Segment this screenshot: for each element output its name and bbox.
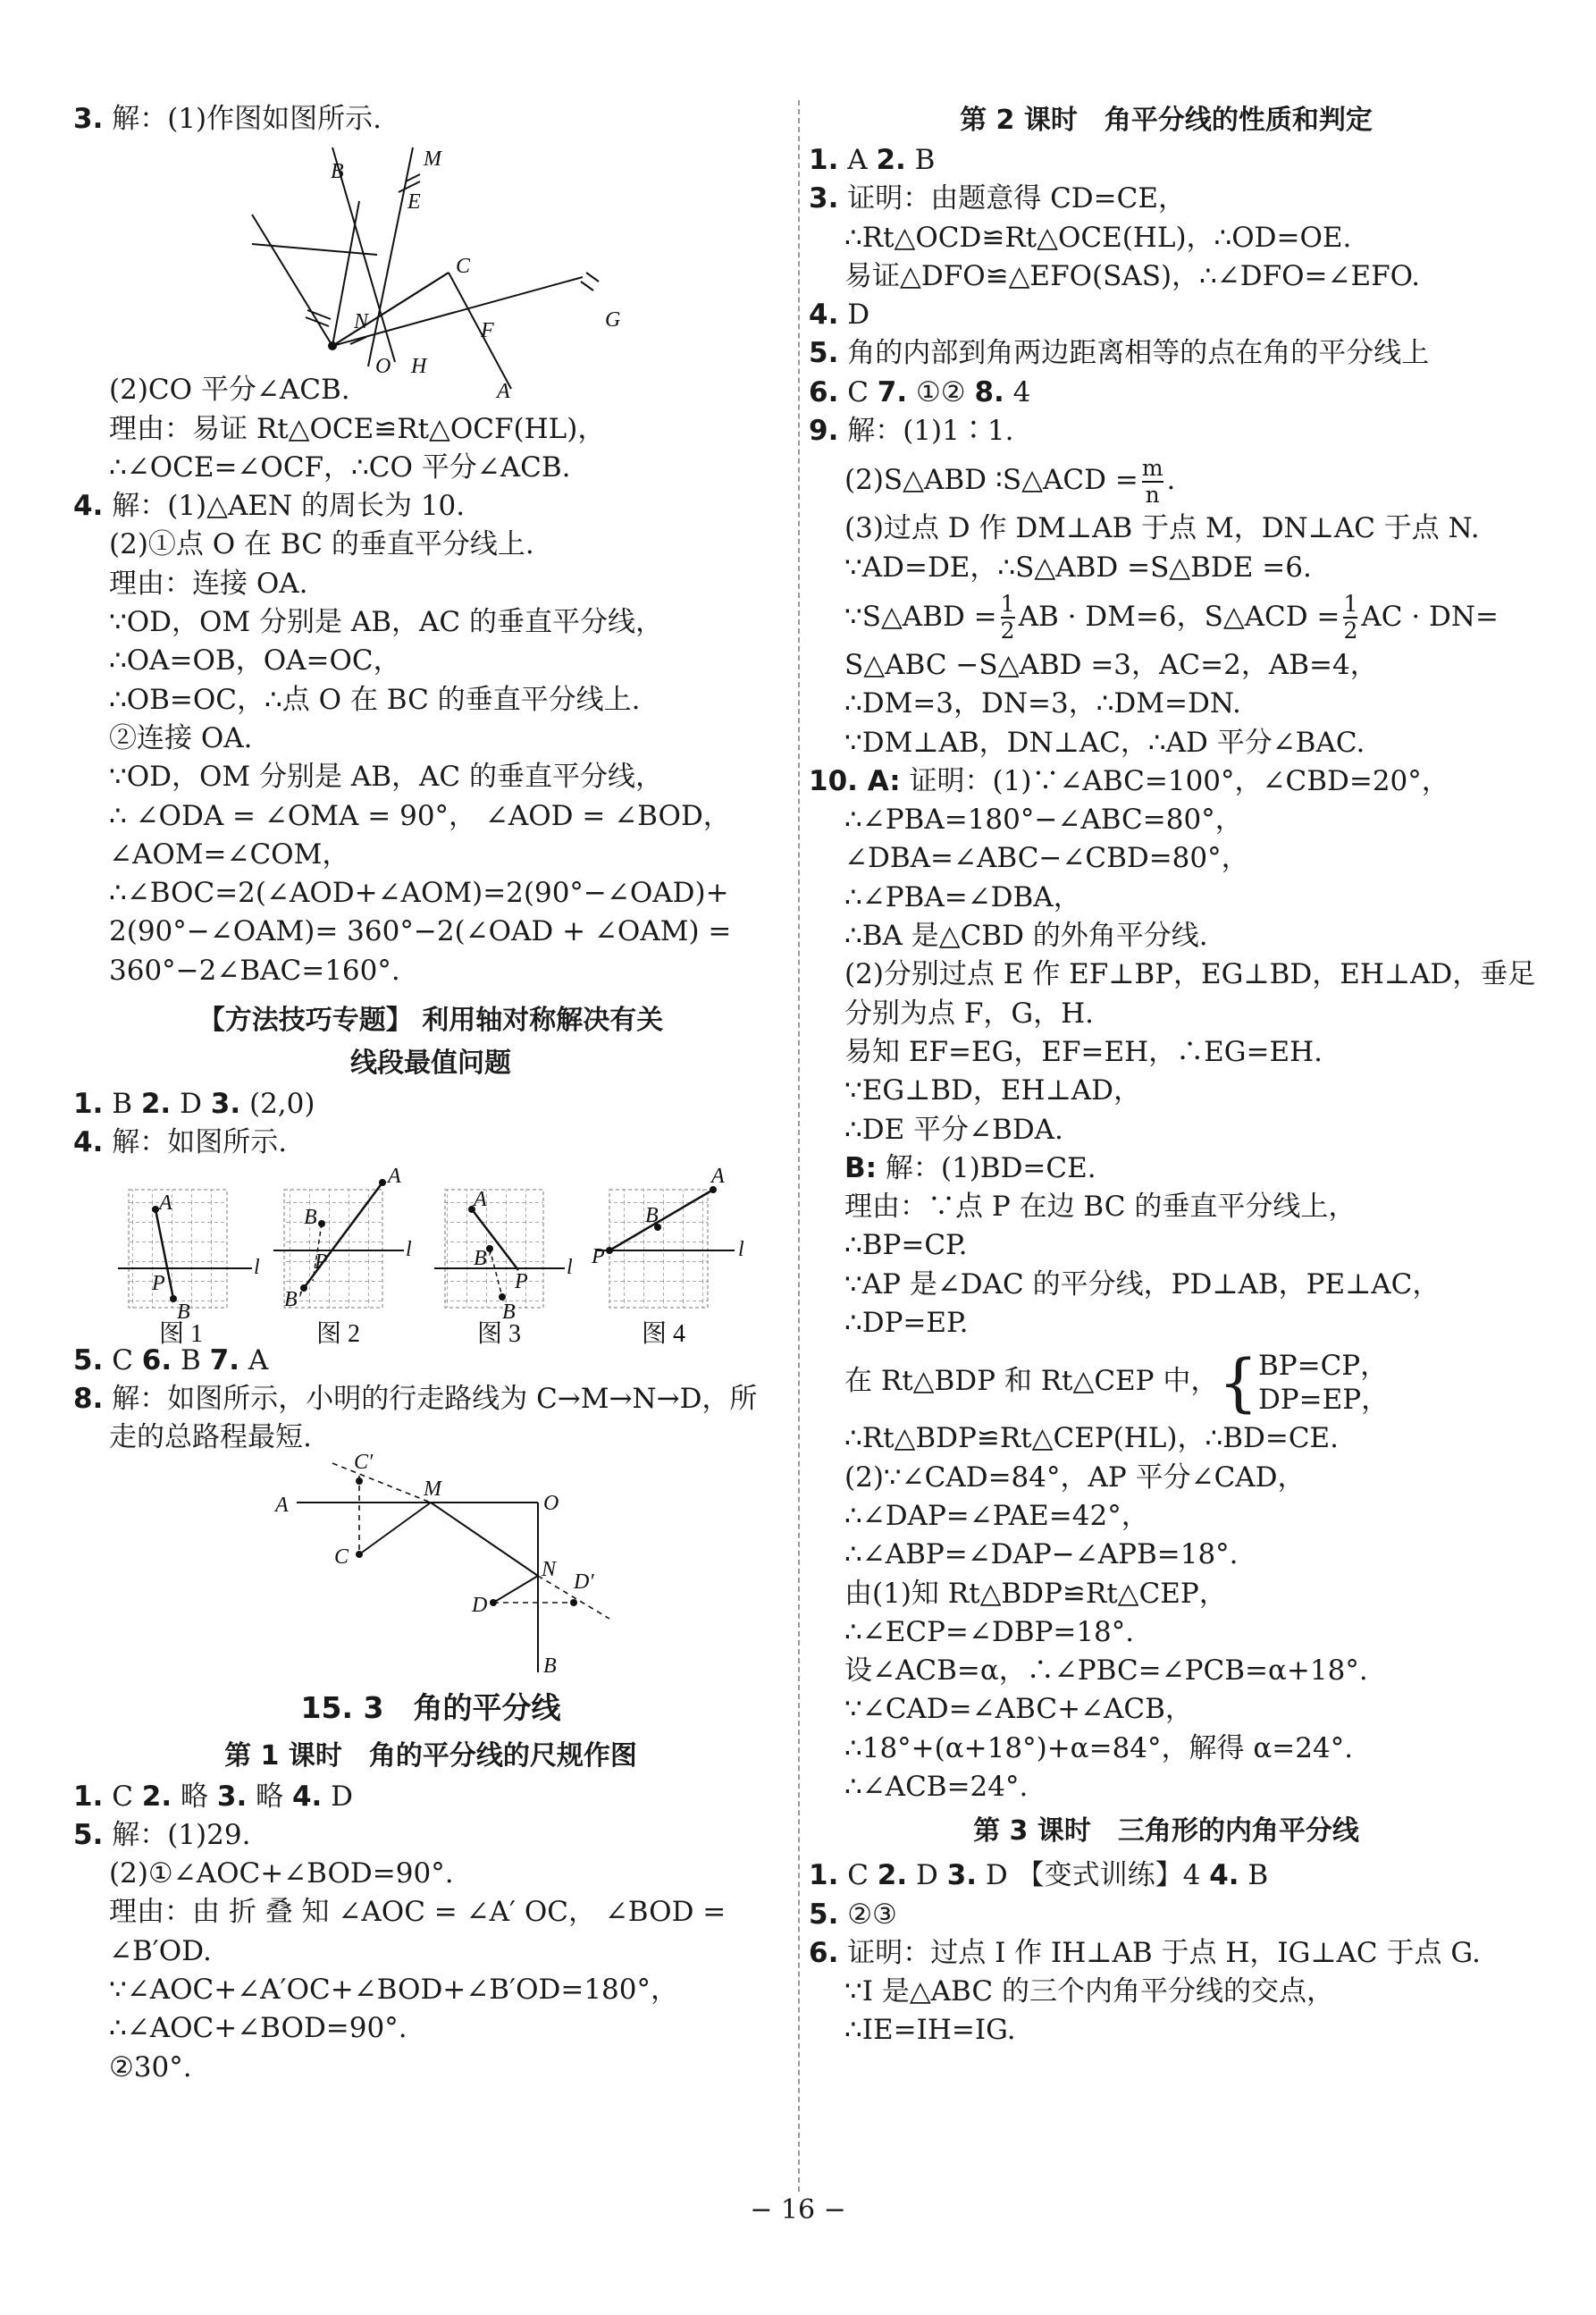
- text-line: ∴∠ABP=∠DAP−∠APB=18°.: [844, 1538, 1239, 1571]
- text-line: ∴DP=EP.: [844, 1307, 969, 1340]
- part-b: B: 解：(1)BD=CE.: [844, 1151, 1096, 1184]
- text-line: ∠B′OD.: [109, 1934, 212, 1967]
- answer-10: 10. A: 证明：(1)∵∠ABC=100°，∠CBD=20°，: [809, 764, 1449, 797]
- figure-caption: 图 4: [642, 1319, 686, 1348]
- answer-3: 3. 证明：由题意得 CD=CE，: [809, 182, 1186, 215]
- text-line: 易证△DFO≌△EFO(SAS)，∴∠DFO=∠EFO.: [844, 259, 1421, 292]
- text-line: ∴OB=OC，∴点 O 在 BC 的垂直平分线上.: [109, 683, 641, 716]
- answer-8: 8. 解：如图所示，小明的行走路线为 C→M→N→D，所: [73, 1382, 758, 1415]
- grid-label: B′: [284, 1287, 302, 1311]
- fraction: $\frac{m}{n}$: [1141, 454, 1163, 508]
- text-line: ②30°.: [109, 2050, 192, 2084]
- text-line: ∴∠ACB=24°.: [844, 1770, 1029, 1803]
- grid-label: l: [406, 1237, 412, 1261]
- fraction: $\frac{1}{2}$: [1000, 591, 1015, 644]
- text-line: ∴∠DAP=∠PAE=42°，: [844, 1499, 1149, 1532]
- grid-label: A: [474, 1187, 487, 1211]
- text-line: 2(90°−∠OAM)= 360°−2(∠OAD + ∠OAM) =: [109, 915, 732, 948]
- text-line: 理由：连接 OA.: [109, 567, 308, 600]
- text-line: (2)①点 O 在 BC 的垂直平分线上.: [109, 528, 534, 561]
- special-topic-subtitle: 线段最值问题: [350, 1048, 511, 1080]
- fig-label: A: [497, 380, 510, 404]
- text-line: 由(1)知 Rt△BDP≌Rt△CEP，: [844, 1577, 1227, 1610]
- area-line: ∵S△ABD = $\frac{1}{2}$ AB · DM=6，S△ACD = $\frac{1}{2}$ AC · DN=: [844, 591, 1499, 644]
- text-line: ∵OD，OM 分别是 AB，AC 的垂直平分线，: [109, 606, 663, 639]
- answers-1-4: 1. C 2. 略 3. 略 4. D: [73, 1780, 354, 1813]
- fig-label: N: [354, 310, 369, 334]
- fig-label: C: [334, 1545, 349, 1569]
- left-column: [73, 100, 788, 2087]
- text-line: ∵∠CAD=∠ABC+∠ACB，: [844, 1693, 1193, 1726]
- equation-system-line: 在 Rt△BDP 和 Rt△CEP 中，{ BP=CP， DP=EP，: [844, 1345, 1390, 1419]
- text-line: ∴BA 是△CBD 的外角平分线.: [844, 920, 1208, 953]
- text-line: 易知 EF=EG，EF=EH，∴EG=EH.: [844, 1035, 1323, 1068]
- grid-label: l: [738, 1237, 744, 1261]
- text-line: ∴∠ECP=∠DBP=18°.: [844, 1615, 1135, 1648]
- grid-label: B: [177, 1300, 190, 1324]
- fig-label: A: [275, 1493, 289, 1517]
- figure-shortest-path: [73, 1450, 788, 1681]
- fig-label: M: [424, 147, 441, 172]
- text-line: ∴OA=OB，OA=OC，: [109, 644, 401, 678]
- fig-label: C′: [354, 1450, 374, 1474]
- grid-label: A: [159, 1191, 172, 1215]
- text-line: (2)∵∠CAD=84°，AP 平分∠CAD，: [844, 1461, 1306, 1494]
- fig-label: O: [543, 1491, 559, 1515]
- text-line: ∴Rt△BDP≌Rt△CEP(HL)，∴BD=CE.: [844, 1422, 1340, 1455]
- figure-caption: 图 2: [316, 1319, 361, 1348]
- text-line: 走的总路程最短.: [109, 1421, 312, 1454]
- text-line: (2)CO 平分∠ACB.: [109, 374, 350, 407]
- grid-label: B: [502, 1300, 516, 1324]
- text-line: ∴18°+(α+18°)+α=84°，解得 α=24°.: [844, 1731, 1354, 1764]
- text-line: ∴BP=CP.: [844, 1229, 968, 1262]
- lesson-title: 第 3 课时 三角形的内角平分线: [973, 1815, 1359, 1848]
- text-line: (2)①∠AOC+∠BOD=90°.: [109, 1857, 454, 1890]
- lesson-title: 第 1 课时 角的平分线的尺规作图: [224, 1739, 637, 1772]
- text-line: ∵∠AOC+∠A′OC+∠BOD+∠B′OD=180°，: [109, 1974, 678, 2007]
- text-line: (3)过点 D 作 DM⊥AB 于点 M，DN⊥AC 于点 N.: [844, 512, 1480, 545]
- answers-6-8: 6. C 7. ①② 8. 4: [809, 375, 1031, 408]
- grid-label: l: [567, 1255, 573, 1279]
- fig-label: D: [472, 1593, 488, 1617]
- grid-label: P: [515, 1269, 528, 1293]
- text-line: ∠AOM=∠COM，: [109, 838, 350, 871]
- text-line: ②连接 OA.: [109, 721, 253, 754]
- figure-grid-set: [73, 1163, 788, 1348]
- text-line: ∴DE 平分∠BDA.: [844, 1113, 1063, 1146]
- text-line: ∴∠OCE=∠OCF，∴CO 平分∠ACB.: [109, 450, 571, 484]
- text-line: ∴DM=3，DN=3，∴DM=DN.: [844, 687, 1241, 720]
- answer-3: 3. 解：(1)作图如图所示.: [73, 103, 382, 135]
- answers-1-3: 1. B 2. D 3. (2,0): [73, 1088, 315, 1121]
- text-line: 理由：∵点 P 在边 BC 的垂直平分线上，: [844, 1191, 1357, 1224]
- grid-label: A: [388, 1164, 401, 1188]
- text-line: (2)分别过点 E 作 EF⊥BP，EG⊥BD，EH⊥AD，垂足: [844, 958, 1536, 991]
- grid-label: B: [645, 1203, 659, 1227]
- fig-label: E: [407, 190, 421, 215]
- text-line: ∴IE=IH=IG.: [844, 2014, 1016, 2047]
- text-line: S△ABC −S△ABD =3，AC=2，AB=4，: [844, 648, 1378, 681]
- column-divider: [798, 100, 800, 2192]
- fig-label: F: [481, 319, 494, 343]
- page-number: − 16 −: [750, 2194, 846, 2226]
- grid-label: P: [592, 1244, 605, 1268]
- figure-caption: 图 1: [159, 1319, 204, 1348]
- text-line: ∵AP 是∠DAC 的平分线，PD⊥AB，PE⊥AC，: [844, 1267, 1441, 1301]
- fig-label: D′: [574, 1570, 594, 1594]
- answers-5-7: 5. C 6. B 7. A: [73, 1343, 269, 1376]
- grid-label: P: [315, 1250, 328, 1274]
- text-line: ∴Rt△OCD≌Rt△OCE(HL)，∴OD=OE.: [844, 221, 1352, 254]
- fig-label: M: [424, 1477, 441, 1501]
- text-line: ∴∠AOC+∠BOD=90°.: [109, 2012, 407, 2045]
- equation-system: BP=CP， DP=EP，: [1257, 1349, 1390, 1416]
- lesson-title: 第 2 课时 角平分线的性质和判定: [960, 105, 1373, 136]
- text-line: ∠DBA=∠ABC−∠CBD=80°，: [844, 842, 1249, 875]
- fig-label: C: [456, 255, 471, 279]
- text-line: ∴ ∠ODA = ∠OMA = 90°， ∠AOD = ∠BOD，: [109, 799, 731, 832]
- fraction: $\frac{1}{2}$: [1343, 591, 1358, 644]
- section-heading: 15. 3 角的平分线: [300, 1689, 561, 1725]
- brace-icon: {: [1218, 1345, 1258, 1419]
- answer-6: 6. 证明：过点 I 作 IH⊥AB 于点 H，IG⊥AC 于点 G.: [809, 1936, 1481, 1969]
- text-line: 360°−2∠BAC=160°.: [109, 954, 400, 987]
- text-line: ∵DM⊥AB，DN⊥AC，∴AD 平分∠BAC.: [844, 726, 1365, 759]
- grid-label: A: [711, 1164, 725, 1188]
- text-line: ∵I 是△ABC 的三个内角平分线的交点，: [844, 1975, 1334, 2008]
- text-line: ∵AD=DE，∴S△ABD =S△BDE =6.: [844, 551, 1312, 584]
- fig-label: H: [411, 355, 427, 379]
- answer-4: 4. 解：(1)△AEN 的周长为 10.: [73, 490, 466, 523]
- grid-label: B′: [474, 1246, 491, 1270]
- fig-label: O: [375, 355, 391, 379]
- special-topic-title: 【方法技巧专题】 利用轴对称解决有关: [197, 1005, 664, 1037]
- text-line: ∴∠PBA=180°−∠ABC=80°，: [844, 804, 1243, 837]
- answer-4b: 4. 解：如图所示.: [73, 1126, 288, 1159]
- text-line: ∵EG⊥BD，EH⊥AD，: [844, 1074, 1141, 1107]
- text-line: 分别为点 F，G，H.: [844, 997, 1095, 1030]
- answer-4: 4. D: [809, 299, 870, 332]
- answers-1-4: 1. C 2. D 3. D 【变式训练】4 4. B: [809, 1859, 1269, 1892]
- answer-9: 9. 解：(1)1∶1.: [809, 415, 1014, 448]
- text-line: 理由：由 折 叠 知 ∠AOC = ∠A′ OC， ∠BOD =: [109, 1896, 727, 1929]
- text-line: 设∠ACB=α，∴∠PBC=∠PCB=α+18°.: [844, 1654, 1368, 1688]
- grid-label: P: [152, 1271, 165, 1295]
- answer-5b: 5. ②③: [809, 1898, 897, 1931]
- answer-5: 5. 角的内部到角两边距离相等的点在角的平分线上: [809, 337, 1430, 370]
- grid-label: B: [304, 1205, 317, 1229]
- fig-label: B: [543, 1654, 557, 1678]
- text-line: ∴∠BOC=2(∠AOD+∠AOM)=2(90°−∠OAD)+: [109, 877, 729, 910]
- text-line: ∴∠PBA=∠DBA，: [844, 880, 1081, 913]
- text-line: ∵OD，OM 分别是 AB，AC 的垂直平分线，: [109, 761, 663, 794]
- text-line: 理由：易证 Rt△OCE≌Rt△OCF(HL)，: [109, 412, 606, 445]
- grid-label: l: [254, 1255, 260, 1279]
- right-column: [809, 100, 1536, 2050]
- fig-label: G: [605, 308, 621, 333]
- answers-1-2: 1. A 2. B: [809, 144, 936, 176]
- fig-label: N: [542, 1557, 557, 1581]
- fig-label: B: [331, 160, 344, 184]
- ratio-line: (2)S△ABD ∶S△ACD = $\frac{m}{n}$ .: [844, 454, 1176, 508]
- figure-caption: 图 3: [477, 1319, 522, 1348]
- answer-5: 5. 解：(1)29.: [73, 1818, 251, 1851]
